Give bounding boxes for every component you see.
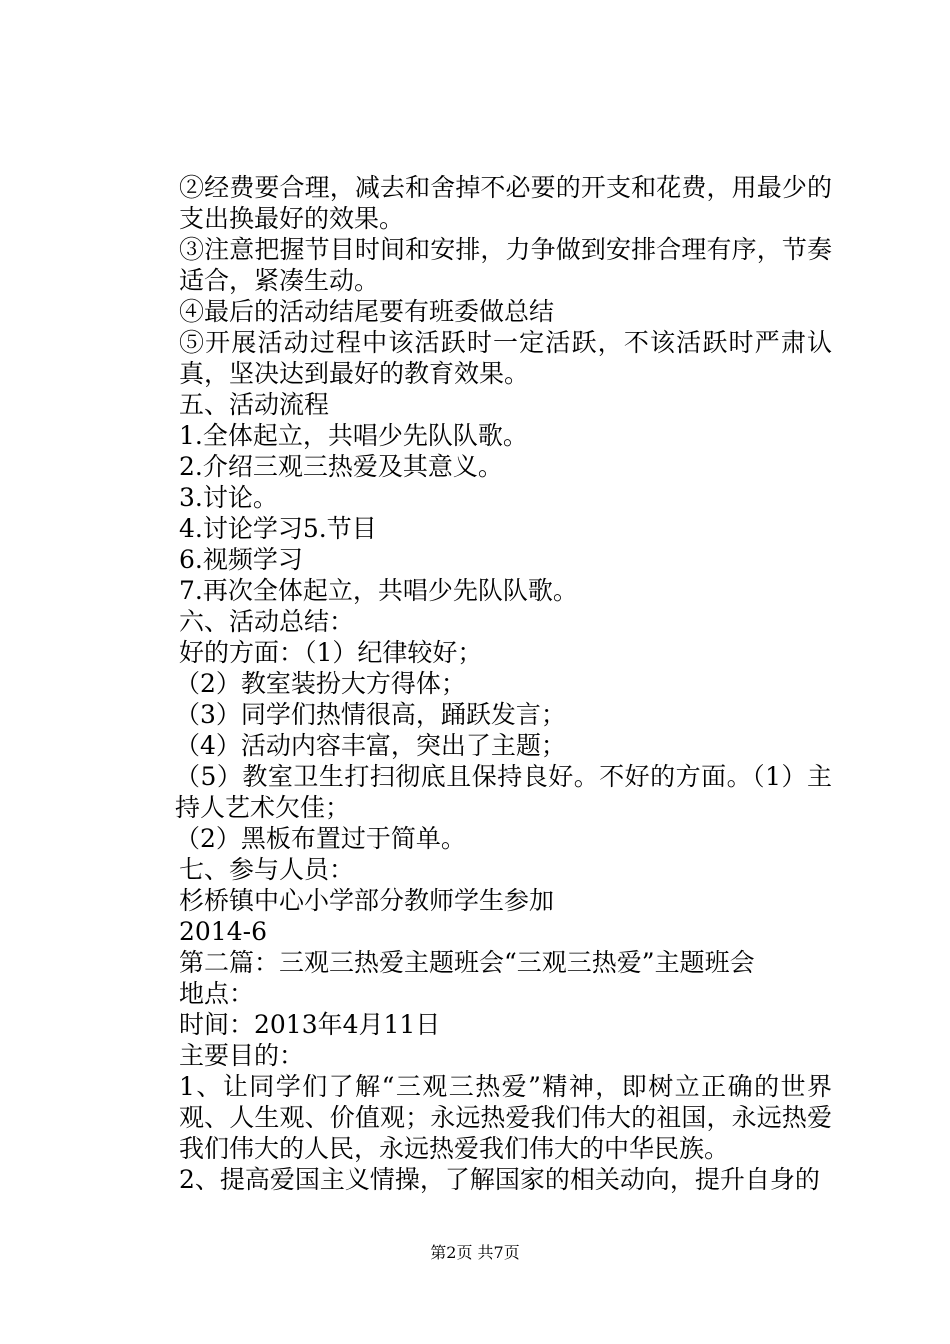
text-line: 1.全体起立，共唱少先队队歌。 (179, 421, 528, 450)
text-line: ⑤开展活动过程中该活跃时一定活跃，不该活跃时严肃认真，坚决达到最好的教育效果。 (179, 328, 832, 388)
document-body (130, 172, 832, 1195)
text-line: 时间：2013年4月11日 (179, 1010, 441, 1039)
text-line: （2）黑板布置过于简单。 (175, 824, 466, 853)
text-line: 7.再次全体起立，共唱少先队队歌。 (179, 576, 578, 605)
text-line: 主要目的： (179, 1041, 305, 1070)
text-line: 好的方面：（1）纪律较好； (179, 638, 483, 667)
text-line: 1、让同学们了解“三观三热爱”精神，即树立正确的世界观、人生观、价值观；永远热爱我们伟大的祖国，永远热爱我们伟大的人民，永远热爱我们伟大的中华民族。 (179, 1072, 832, 1163)
text-line: 6.视频学习 (179, 545, 303, 574)
text-line: 第二篇：三观三热爱主题班会“三观三热爱”主题班会 (179, 948, 755, 977)
text-line: 七、参与人员： (179, 855, 355, 884)
text-line: （5）教室卫生打扫彻底且保持良好。不好的方面。（1）主持人艺术欠佳； (175, 762, 832, 822)
text-line: （3）同学们热情很高，踊跃发言； (175, 700, 566, 729)
text-line: 4.讨论学习5.节目 (179, 514, 377, 543)
text-line: ③注意把握节目时间和安排，力争做到安排合理有序，节奏适合，紧凑生动。 (179, 235, 832, 295)
text-line: ②经费要合理，减去和舍掉不必要的开支和花费，用最少的支出换最好的效果。 (179, 173, 832, 233)
text-line: 3.讨论。 (179, 483, 278, 512)
text-line: 地点： (179, 979, 255, 1008)
text-line: 六、活动总结： (179, 607, 355, 636)
text-line: （2）教室装扮大方得体； (175, 669, 466, 698)
text-line: 五、活动流程 (179, 390, 330, 419)
text-line: 2014-6 (179, 917, 267, 946)
text-line: 2、提高爱国主义情操，了解国家的相关动向，提升自身的 (179, 1165, 820, 1194)
page-footer: 第2页 共7页 (430, 1243, 520, 1262)
text-line: 2.介绍三观三热爱及其意义。 (179, 452, 503, 481)
text-line: ④最后的活动结尾要有班委做总结 (179, 297, 555, 326)
text-line: （4）活动内容丰富，突出了主题； (175, 731, 566, 760)
text-line: 杉桥镇中心小学部分教师学生参加 (179, 886, 555, 915)
